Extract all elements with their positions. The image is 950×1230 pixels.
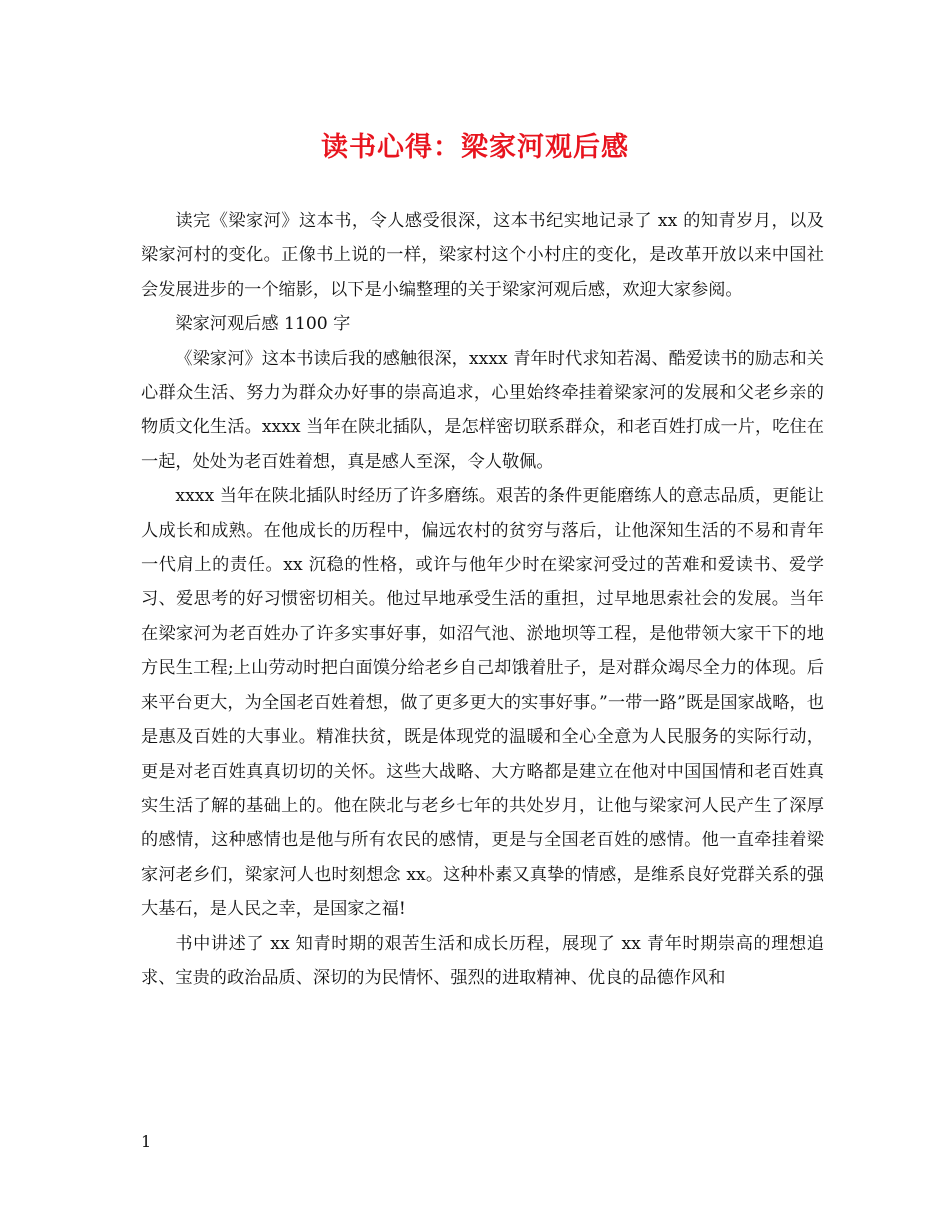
paragraph-reflection-2: xxxx 当年在陕北插队时经历了许多磨练。艰苦的条件更能磨练人的意志品质，更能让人成长和成熟。在他成长的历程中，偏远农村的贫穷与落后，让他深知生活的不易和青年一代肩上的责任。xx 沉稳的性格，或许与他年少时在梁家河受过的苦难和爱读书、爱学习、爱思考的好习惯密切相关。他过早地承受生活的重担，过早地思索社会的发展。当年在梁家河为老百姓办了许多实事好事，如沼气池、淤地坝等工程，是他带领大家干下的地方民生工程;上山劳动时把白面馍分给老乡自己却饿着肚子，是对群众竭尽全力的体现。后来平台更大，为全国老百姓着想，做了更多更大的实事好事。”一带一路”既是国家战略，也是惠及百姓的大事业。精准扶贫，既是体现党的温暖和全心全意为人民服务的实际行动，更是对老百姓真真切切的关怀。这些大战略、大方略都是建立在他对中国国情和老百姓真实生活了解的基础上的。他在陕北与老乡七年的共处岁月，让他与梁家河人民产生了深厚的感情，这种感情也是他与所有农民的感情，更是与全国老百姓的感情。他一直牵挂着梁家河老乡们，梁家河人也时刻想念 xx。这种朴素又真挚的情感，是维系良好党群关系的强大基石，是人民之幸，是国家之福! [141,486,824,920]
paragraph-subheading: 梁家河观后感 1100 字 [175,314,351,335]
document-title: 读书心得：梁家河观后感 [321,132,629,163]
paragraph-reflection-1: 《梁家河》这本书读后我的感触很深，xxxx 青年时代求知若渴、酷爱读书的励志和关心群众生活、努力为群众办好事的崇高追求，心里始终牵挂着梁家河的发展和父老乡亲的物质文化生活。xxxx 当年在陕北插队，是怎样密切联系群众，和老百姓打成一片，吃住在一起，处处为老百姓着想，真是感人至深，令人敬佩。 [141,348,824,472]
paragraph-intro: 读完《梁家河》这本书，令人感受很深，这本书纪实地记录了 xx 的知青岁月，以及梁家河村的变化。正像书上说的一样，梁家村这个小村庄的变化，是改革开放以来中国社会发展进步的一个缩影，以下是小编整理的关于梁家河观后感，欢迎大家参阅。 [141,211,824,300]
page-number: 1 [141,1132,152,1151]
paragraph-reflection-3: 书中讲述了 xx 知青时期的艰苦生活和成长历程，展现了 xx 青年时期崇高的理想追求、宝贵的政治品质、深切的为民情怀、强烈的进取精神、优良的品德作风和 [141,933,824,988]
document-body [141,204,824,995]
